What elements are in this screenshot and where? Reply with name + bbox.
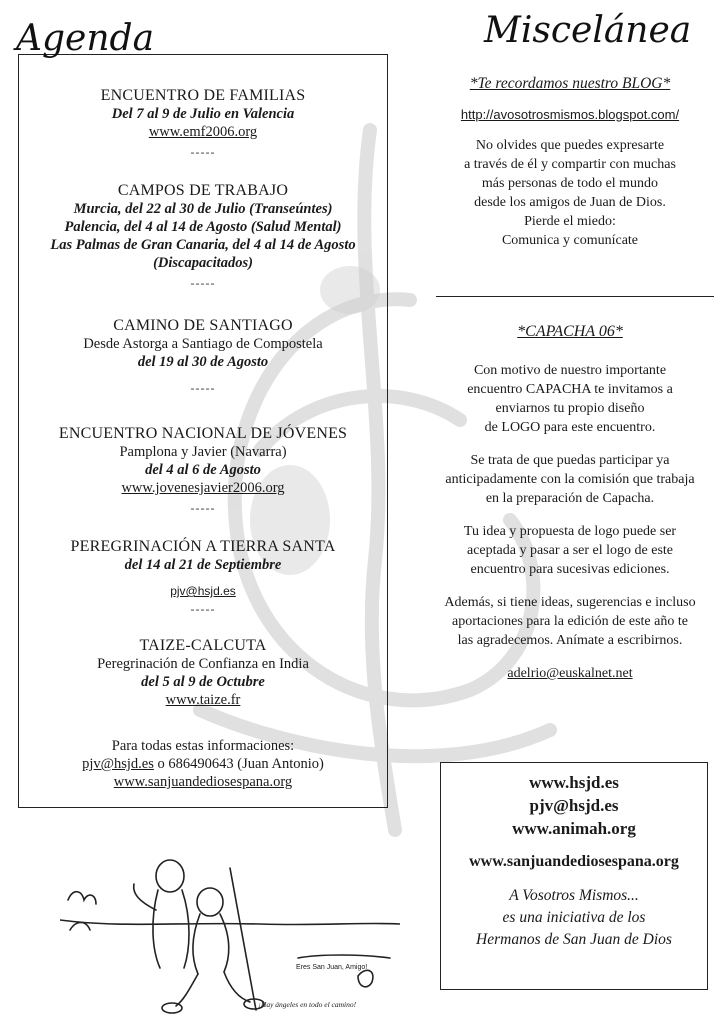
cartoon-caption: ¡Hay ángeles en todo el camino! [258, 1000, 357, 1009]
blog-line: Comunica y comunícate [501, 233, 639, 248]
footer-phone: o 686490643 (Juan Antonio) [153, 756, 324, 772]
capacha-section [430, 322, 710, 683]
blog-section [430, 74, 710, 250]
section-link[interactable]: pjv@hsjd.es [170, 584, 236, 598]
miscelanea-title: Miscelánea [484, 10, 692, 51]
separator: ----- [190, 381, 216, 395]
section-line: Murcia, del 22 al 30 de Julio (Transeúntes) [73, 201, 333, 217]
capacha-line: Con motivo de nuestro importante [473, 363, 667, 378]
blog-heading: *Te recordamos nuestro BLOG* [469, 75, 671, 92]
section-link[interactable]: www.jovenesjavier2006.org [121, 480, 285, 496]
section-encuentro-jovenes [19, 425, 387, 516]
separator: ----- [190, 276, 216, 290]
section-date: del 14 al 21 de Septiembre [124, 557, 282, 573]
section-title: PEREGRINACIÓN A TIERRA SANTA [70, 538, 336, 555]
footer-email-link[interactable]: pjv@hsjd.es [82, 756, 154, 772]
cartoon-speech: Eres San Juan, Amigo! [296, 964, 368, 971]
section-encuentro-familias [19, 87, 387, 160]
footer-intro: Para todas estas informaciones: [111, 738, 295, 754]
capacha-heading: *CAPACHA 06* [517, 323, 623, 340]
section-line: Las Palmas de Gran Canaria, del 4 al 14 de Agosto [50, 237, 356, 253]
section-place: Desde Astorga a Santiago de Compostela [83, 336, 323, 352]
capacha-line: aportaciones para la edición de este año te [452, 614, 688, 629]
separator: ----- [190, 602, 216, 616]
contact-box [440, 762, 708, 990]
separator: ----- [190, 501, 216, 515]
section-title: ENCUENTRO NACIONAL DE JÓVENES [58, 425, 348, 442]
cartoon-drawing [60, 850, 400, 1020]
blog-line: desde los amigos de Juan de Dios. [474, 195, 666, 210]
section-date: Del 7 al 9 de Julio en Valencia [111, 106, 295, 122]
blog-line: más personas de todo el mundo [481, 176, 659, 191]
footer-website-link[interactable]: www.sanjuandediosespana.org [113, 774, 293, 790]
capacha-line: Tu idea y propuesta de logo puede ser [463, 524, 677, 539]
agenda-footer [19, 737, 387, 791]
capacha-line: Además, si tiene ideas, sugerencias e incluso [444, 595, 696, 610]
capacha-line: aceptada y pasar a ser el logo de este [466, 543, 673, 558]
section-date: del 19 al 30 de Agosto [137, 354, 269, 370]
agenda-box [18, 54, 388, 808]
section-title: CAMPOS DE TRABAJO [117, 182, 289, 199]
section-date: del 4 al 6 de Agosto [145, 462, 261, 478]
blog-line: Pierde el miedo: [524, 214, 616, 229]
section-title: ENCUENTRO DE FAMILIAS [100, 87, 306, 104]
capacha-line: las agradecemos. Anímate a escribirnos. [457, 633, 683, 648]
section-date: del 5 al 9 de Octubre [141, 674, 265, 690]
section-line: (Discapacitados) [153, 255, 253, 271]
blog-paragraph [430, 136, 710, 250]
tagline-line: Hermanos de San Juan de Dios [476, 931, 672, 948]
section-link[interactable]: www.taize.fr [165, 692, 241, 708]
contact-link-site[interactable]: www.sanjuandediosespana.org [469, 853, 679, 870]
capacha-line: de LOGO para este encuentro. [484, 420, 656, 435]
blog-line: No olvides que puedes expresarte [475, 138, 665, 153]
blog-url-link[interactable]: http://avosotrosmismos.blogspot.com/ [460, 107, 680, 122]
capacha-line: enviarnos tu propio diseño [495, 401, 645, 416]
tagline-line: es una iniciativa de los [502, 909, 646, 926]
tagline-line: A Vosotros Mismos... [509, 887, 639, 904]
capacha-paragraph [430, 451, 710, 508]
cartoon-illustration [60, 850, 400, 1020]
section-tierra-santa [19, 538, 387, 617]
footer-contact-line [19, 755, 387, 773]
section-title: CAMINO DE SANTIAGO [113, 317, 293, 334]
capacha-paragraph [430, 361, 710, 437]
section-place: Peregrinación de Confianza en India [97, 656, 309, 672]
capacha-line: anticipadamente con la comisión que trabaja [445, 472, 695, 487]
contact-link-email[interactable]: pjv@hsjd.es [529, 796, 619, 815]
capacha-paragraph [430, 522, 710, 579]
section-place: Pamplona y Javier (Navarra) [119, 444, 287, 460]
separator: ----- [190, 145, 216, 159]
capacha-line: en la preparación de Capacha. [485, 491, 655, 506]
agenda-title: Agenda [16, 18, 155, 59]
contact-link-animah[interactable]: www.animah.org [512, 819, 636, 838]
section-divider [436, 296, 714, 297]
capacha-line: encuentro para sucesivas ediciones. [470, 562, 670, 577]
capacha-paragraph [430, 593, 710, 650]
section-line: Palencia, del 4 al 14 de Agosto (Salud Mental) [64, 219, 342, 235]
section-title: TAIZE-CALCUTA [139, 637, 267, 654]
capacha-line: encuentro CAPACHA te invitamos a [467, 382, 673, 397]
capacha-email-link[interactable]: adelrio@euskalnet.net [507, 666, 633, 681]
section-camino-santiago [19, 317, 387, 396]
section-link[interactable]: www.emf2006.org [148, 124, 258, 140]
section-taize-calcuta [19, 637, 387, 709]
section-campos-trabajo [19, 182, 387, 291]
capacha-line: Se trata de que puedas participar ya [470, 453, 670, 468]
blog-line: a través de él y compartir con muchas [464, 157, 676, 172]
contact-link-hsjd[interactable]: www.hsjd.es [529, 773, 619, 792]
